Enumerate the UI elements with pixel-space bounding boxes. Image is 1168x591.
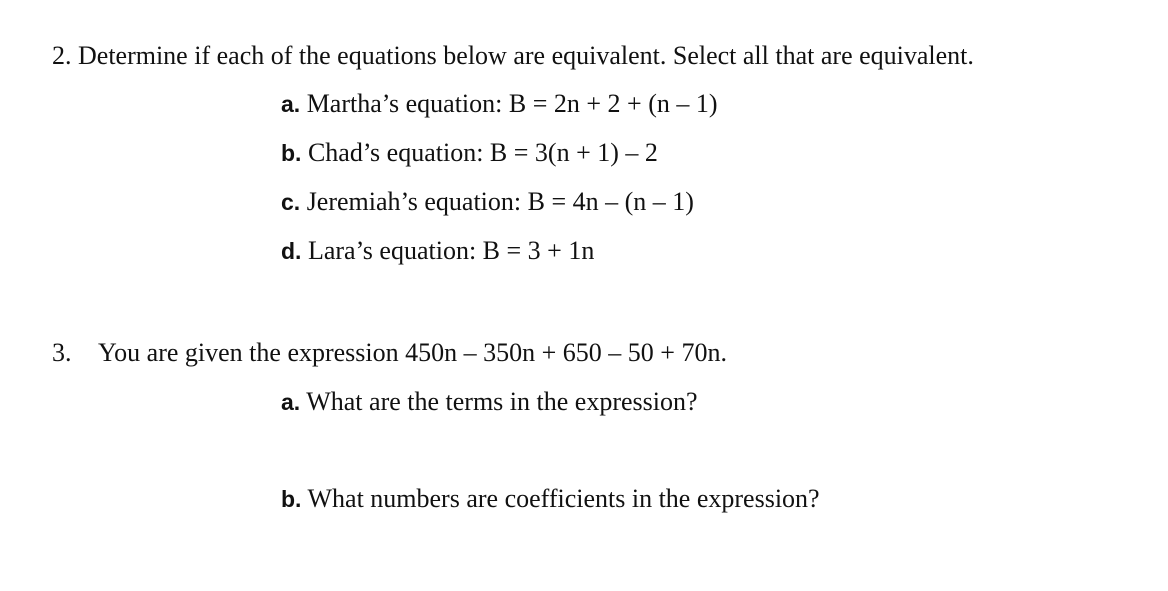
option-b-marker: b. <box>281 140 302 166</box>
part-a-marker: a. <box>281 389 301 415</box>
option-a-marker: a. <box>281 91 301 117</box>
option-a-text: Martha’s equation: B = 2n + 2 + (n – 1) <box>306 89 718 118</box>
option-c-text: Jeremiah’s equation: B = 4n – (n – 1) <box>306 187 694 216</box>
question-2-option-a <box>281 88 718 120</box>
option-b-text: Chad’s equation: B = 3(n + 1) – 2 <box>307 138 658 167</box>
option-d-text: Lara’s equation: B = 3 + 1n <box>307 236 595 265</box>
part-a-text: What are the terms in the expression? <box>306 387 698 416</box>
question-3-number: 3. <box>52 338 72 367</box>
option-c-marker: c. <box>281 189 301 215</box>
question-3-part-a <box>281 386 698 418</box>
part-b-text: What numbers are coefficients in the expression? <box>307 484 820 513</box>
question-3-text: You are given the expression 450n – 350n + 650 – 50 + 70n. <box>98 338 727 367</box>
question-2-number: 2. <box>52 41 72 70</box>
question-2-option-b <box>281 137 658 169</box>
question-2-option-d <box>281 235 594 267</box>
question-2-text: Determine if each of the equations below are equivalent. Select all that are equivalent. <box>78 41 974 70</box>
question-2-option-c <box>281 186 694 218</box>
question-3-part-b <box>281 483 820 515</box>
question-3-prompt <box>52 337 727 369</box>
part-b-marker: b. <box>281 486 302 512</box>
option-d-marker: d. <box>281 238 302 264</box>
question-2-prompt <box>52 40 974 72</box>
